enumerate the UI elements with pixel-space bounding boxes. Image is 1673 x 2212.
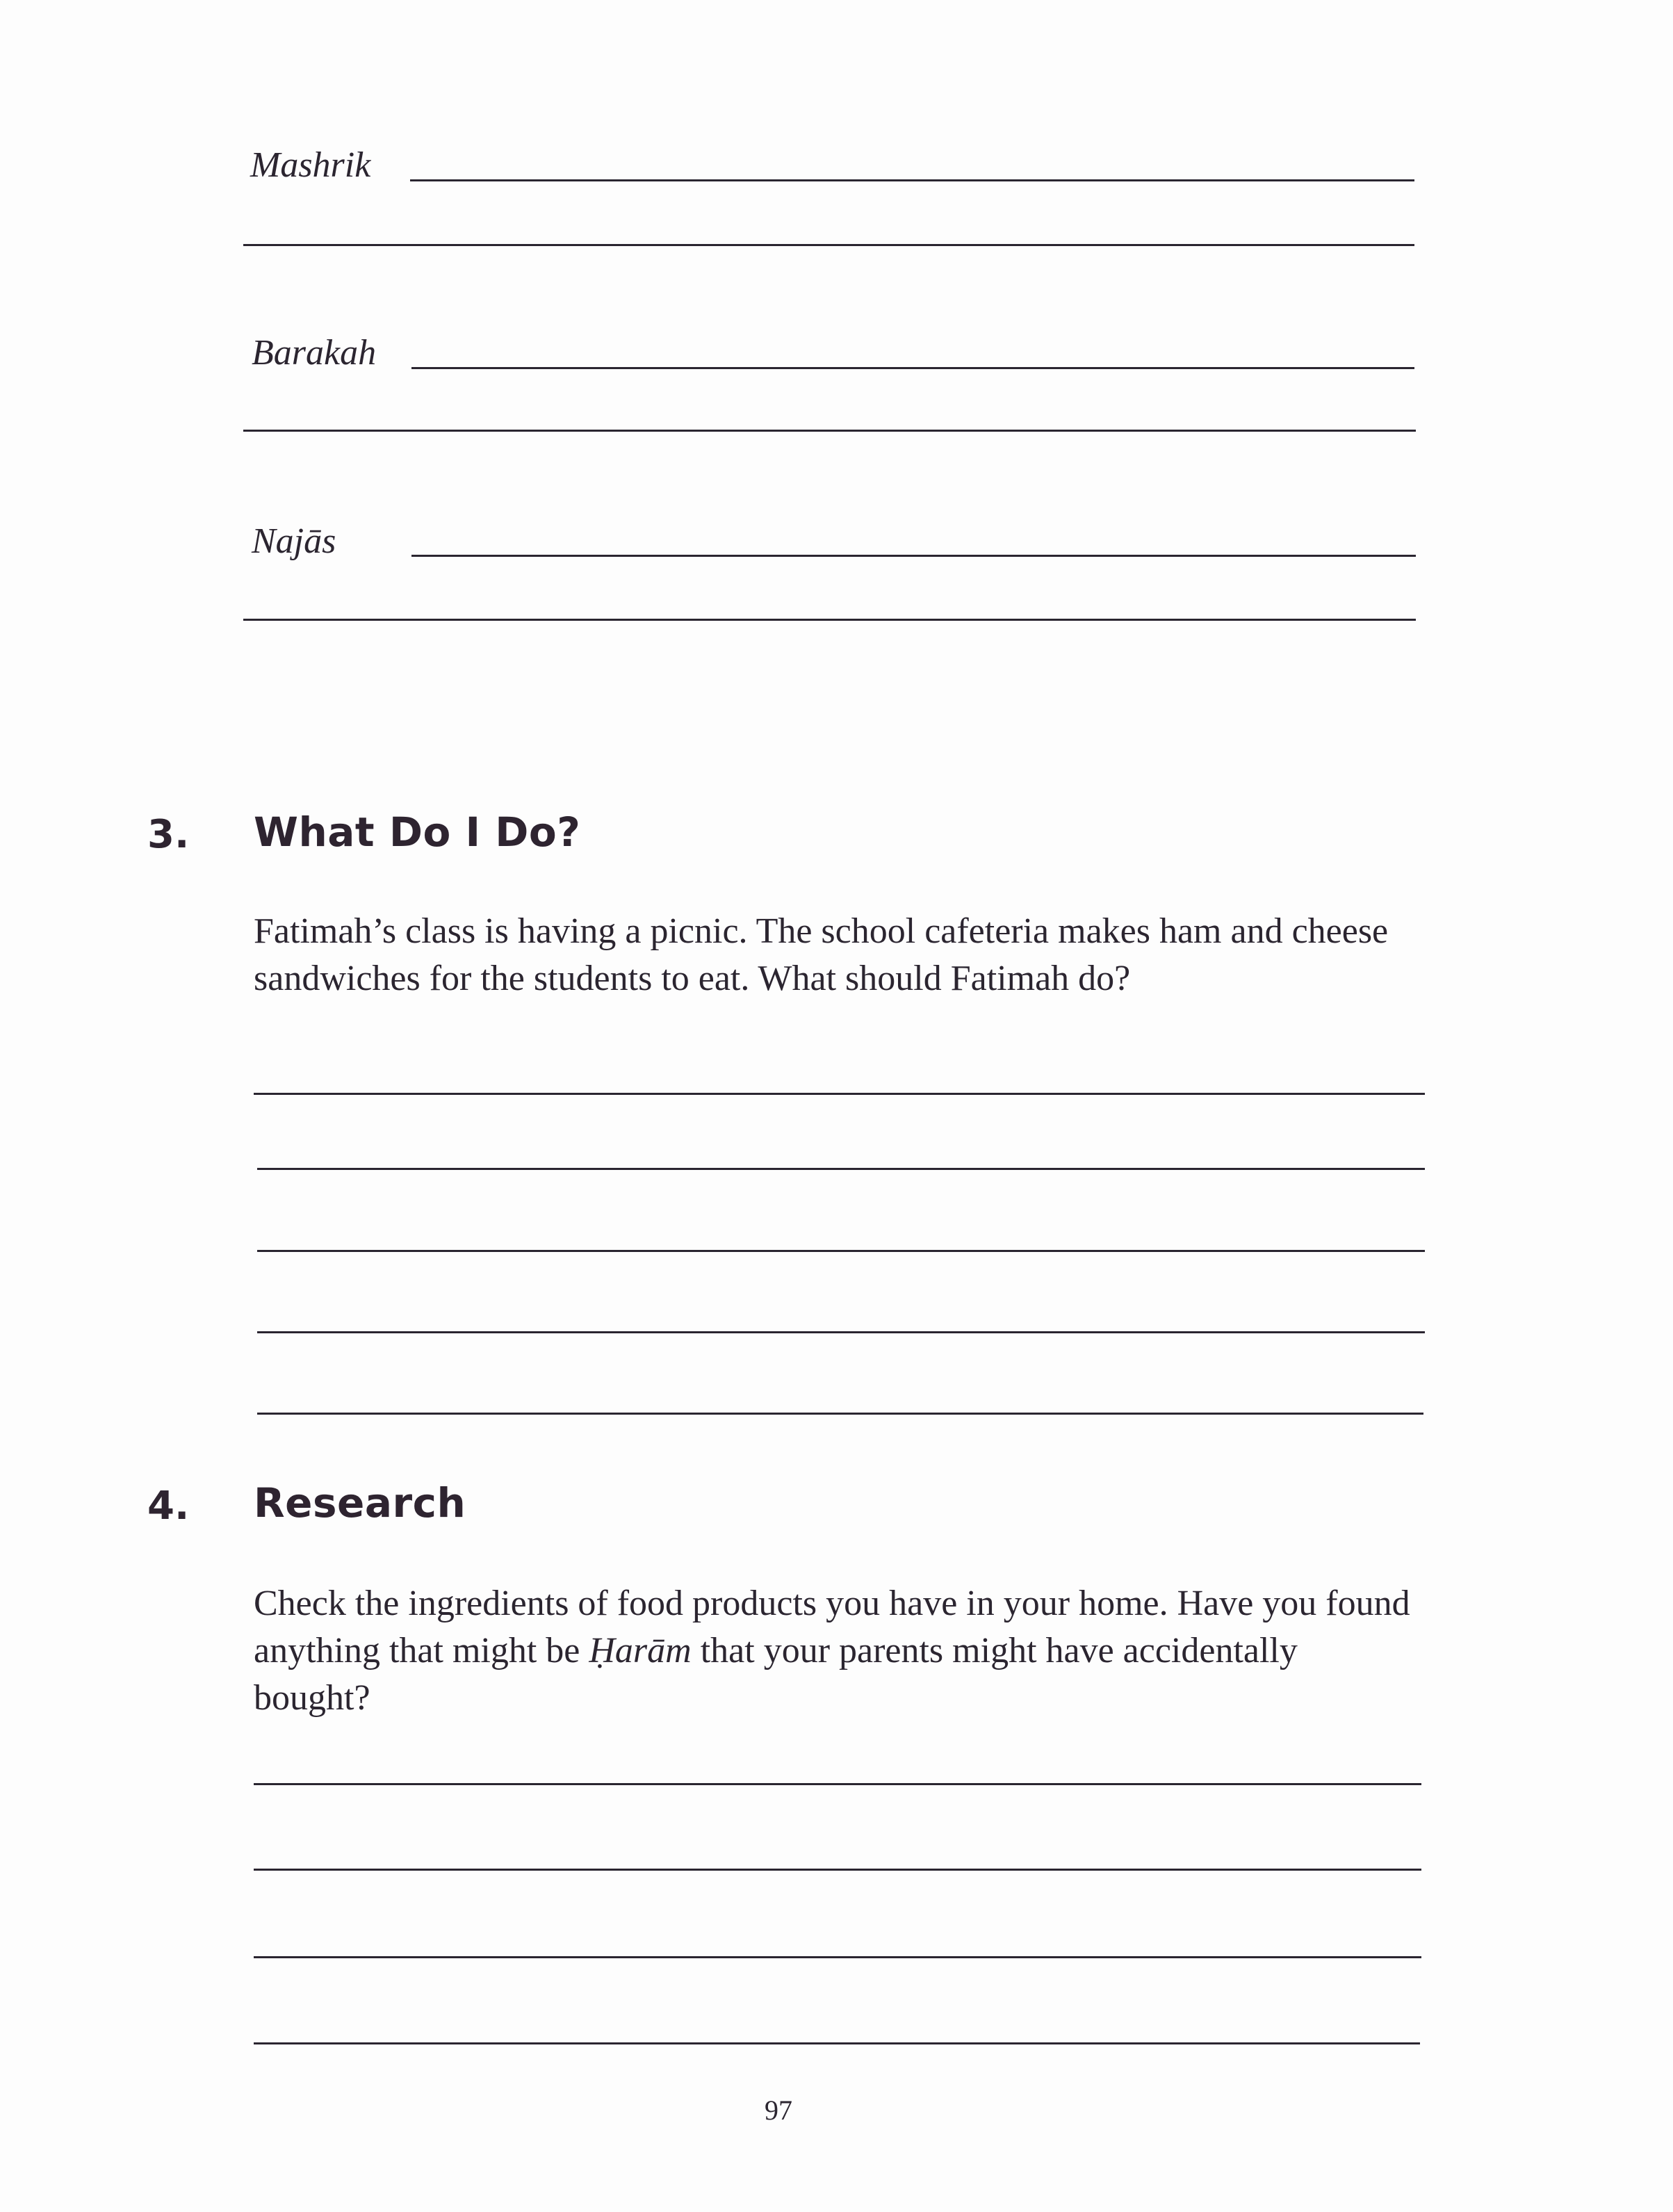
answer-line[interactable] [257,1168,1425,1170]
answer-line[interactable] [411,367,1414,369]
section-number: 4. [147,1483,190,1529]
section-title-research: Research [254,1479,466,1527]
section-prompt: Fatimah’s class is having a picnic. The school cafeteria makes ham and cheese sandwiches for the students to eat. What should Fatimah do? [254,911,1389,998]
term-label-mashrik: Mashrik [250,145,371,185]
section-number: 3. [147,812,190,857]
answer-line[interactable] [243,244,1414,246]
answer-line[interactable] [254,1956,1421,1958]
answer-line[interactable] [254,1783,1421,1785]
answer-line[interactable] [411,555,1416,557]
prompt-text: Check the ingredients of food products you have in your home. Have you found anything that might be [254,1584,1410,1670]
section-prompt [254,1580,1421,1722]
page-number: 97 [765,2095,792,2126]
prompt-emphasis: Ḥarām [589,1631,692,1670]
answer-line[interactable] [257,1331,1425,1333]
answer-line[interactable] [257,1413,1423,1415]
answer-line[interactable] [257,1250,1425,1252]
answer-line[interactable] [243,619,1416,621]
answer-line[interactable] [254,1093,1425,1095]
section-title-what-do-i-do: What Do I Do? [254,808,581,856]
term-label-barakah: Barakah [252,333,377,373]
term-label-najas: Najās [252,521,336,561]
answer-line[interactable] [254,1869,1421,1871]
answer-line[interactable] [243,430,1416,432]
prompt-text: that your parents might have accidentally bought? [254,1631,1298,1718]
answer-line[interactable] [410,179,1414,181]
answer-line[interactable] [254,2042,1420,2044]
